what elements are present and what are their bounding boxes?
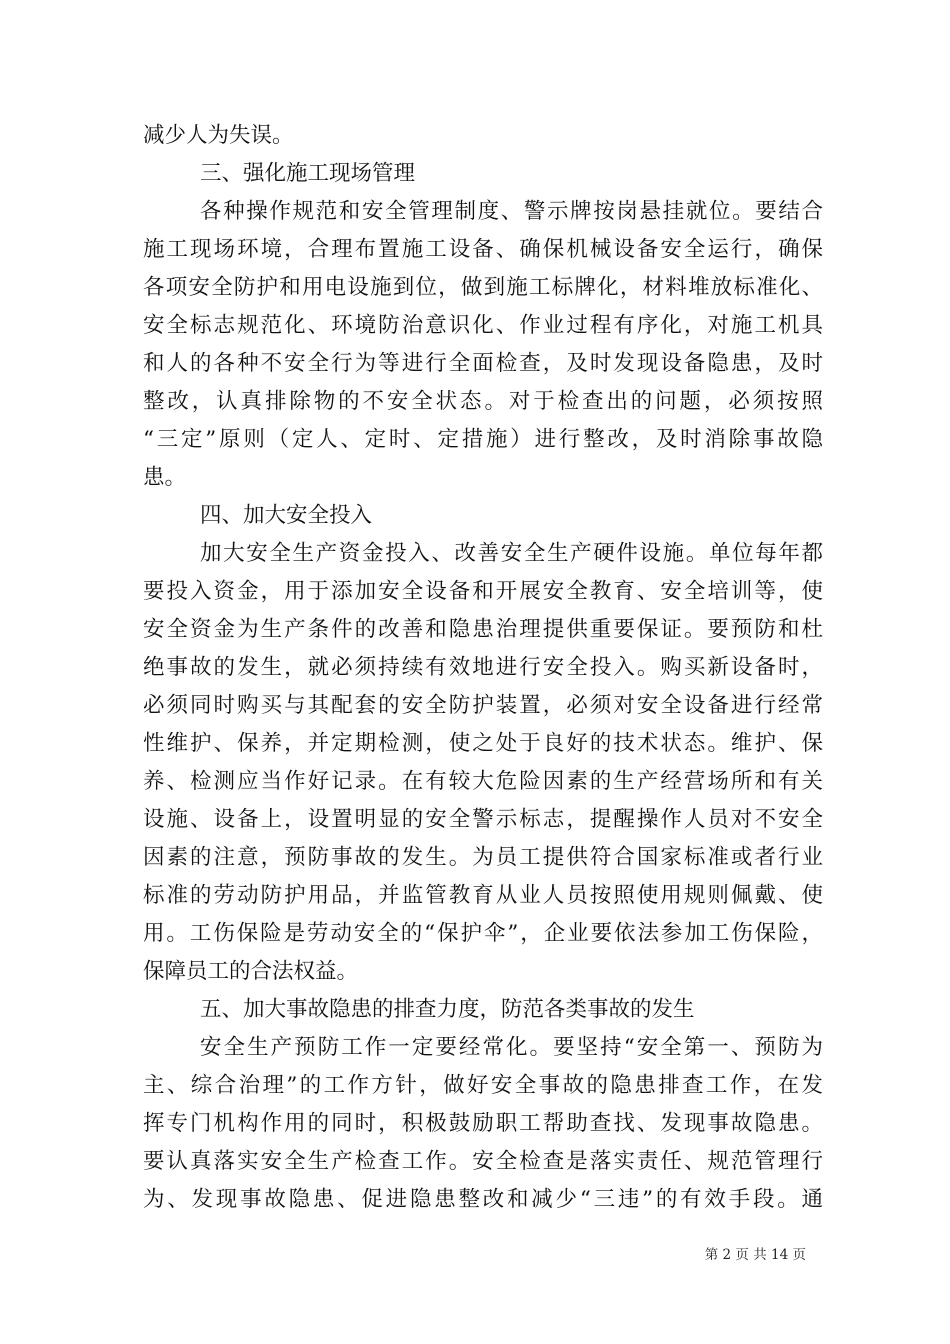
section-heading: 三、强化施工现场管理 <box>200 161 416 186</box>
text-line: 因素的注意，预防事故的发生。为员工提供符合国家标准或者行业 <box>143 845 823 870</box>
text-line: 性维护、保养，并定期检测，使之处于良好的技术状态。维护、保 <box>143 731 823 756</box>
text-line: 用。工伤保险是劳动安全的“保护伞”，企业要依法参加工伤保险， <box>143 921 823 946</box>
text-line: 保障员工的合法权益。 <box>143 959 359 984</box>
text-line: 安全标志规范化、环境防治意识化、作业过程有序化，对施工机具 <box>143 313 823 338</box>
section-heading: 五、加大事故隐患的排查力度，防范各类事故的发生 <box>200 997 695 1022</box>
text-line: 各项安全防护和用电设施到位，做到施工标牌化，材料堆放标准化、 <box>143 275 823 300</box>
text-line: 主、综合治理”的工作方针，做好安全事故的隐患排查工作，在发 <box>143 1073 823 1098</box>
text-line: 和人的各种不安全行为等进行全面检查，及时发现设备隐患，及时 <box>143 351 823 376</box>
text-line: 设施、设备上，设置明显的安全警示标志，提醒操作人员对不安全 <box>143 807 823 832</box>
text-line: 各种操作规范和安全管理制度、警示牌按岗悬挂就位。要结合 <box>200 199 823 224</box>
text-line: “三定”原则（定人、定时、定措施）进行整改，及时消除事故隐 <box>143 427 823 452</box>
text-line: 必须同时购买与其配套的安全防护装置，必须对安全设备进行经常 <box>143 693 823 718</box>
text-line: 养、检测应当作好记录。在有较大危险因素的生产经营场所和有关 <box>143 769 823 794</box>
text-line: 标准的劳动防护用品，并监管教育从业人员按照使用规则佩戴、使 <box>143 883 823 908</box>
text-line: 患。 <box>143 465 187 490</box>
text-line: 加大安全生产资金投入、改善安全生产硬件设施。单位每年都 <box>200 541 823 566</box>
text-line: 安全资金为生产条件的改善和隐患治理提供重要保证。要预防和杜 <box>143 617 823 642</box>
section-heading: 四、加大安全投入 <box>200 503 373 528</box>
text-line: 绝事故的发生，就必须持续有效地进行安全投入。购买新设备时， <box>143 655 823 680</box>
text-line: 减少人为失误。 <box>143 123 294 148</box>
text-line: 为、发现事故隐患、促进隐患整改和减少“三违”的有效手段。通 <box>143 1187 823 1212</box>
page-number: 第 2 页 共 14 页 <box>704 1247 806 1263</box>
text-line: 挥专门机构作用的同时，积极鼓励职工帮助查找、发现事故隐患。 <box>143 1111 823 1136</box>
text-line: 要投入资金，用于添加安全设备和开展安全教育、安全培训等，使 <box>143 579 823 604</box>
text-line: 施工现场环境，合理布置施工设备、确保机械设备安全运行，确保 <box>143 237 823 262</box>
text-line: 要认真落实安全生产检查工作。安全检查是落实责任、规范管理行 <box>143 1149 823 1174</box>
text-line: 整改，认真排除物的不安全状态。对于检查出的问题，必须按照 <box>143 389 823 414</box>
text-line: 安全生产预防工作一定要经常化。要坚持“安全第一、预防为 <box>200 1035 823 1060</box>
